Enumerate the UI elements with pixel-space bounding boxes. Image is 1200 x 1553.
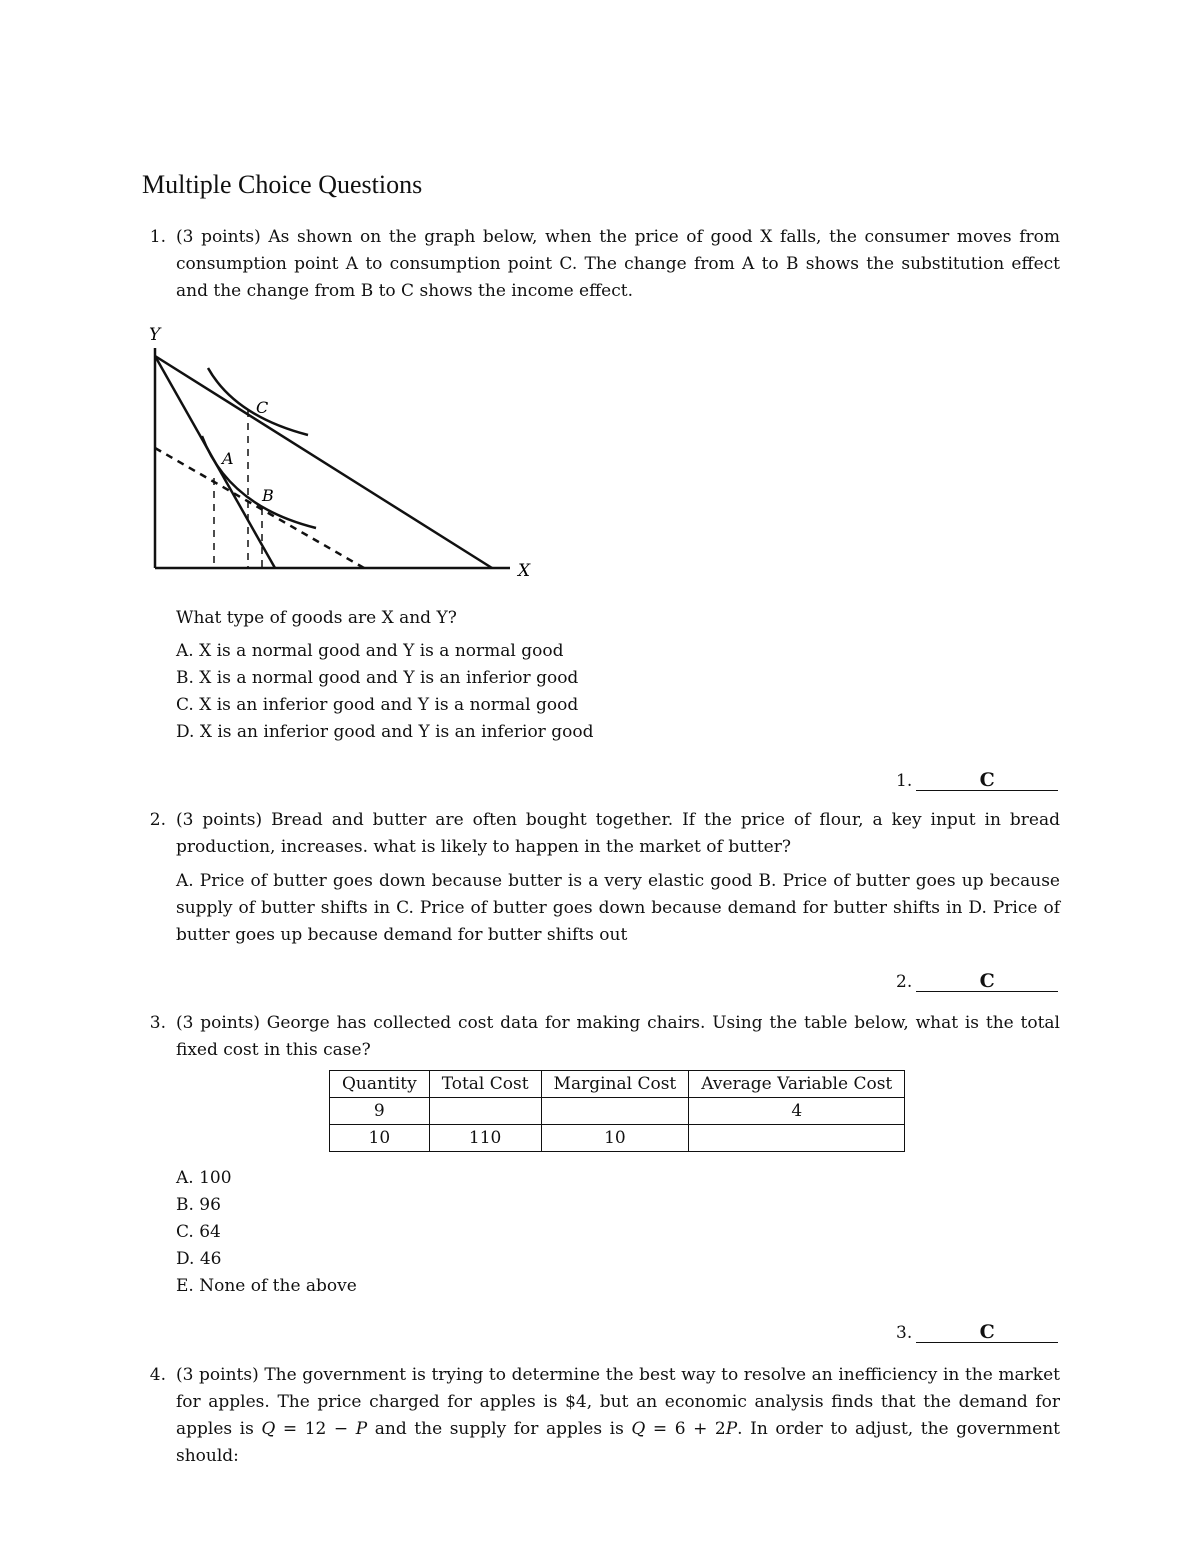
question-number: 3. [149, 1013, 166, 1033]
text-run: and the supply for apples is [367, 1419, 632, 1439]
x-axis-label: X [518, 561, 531, 581]
table-cell: 10 [541, 1125, 689, 1152]
table-header: Quantity [330, 1071, 430, 1098]
question-text: (3 points) George has collected cost data for making chairs. Using the table below, what is the total fixed cost in this case? [176, 1013, 1060, 1060]
question-number: 4. [149, 1365, 166, 1385]
table-cell: 9 [330, 1098, 430, 1125]
table-cell: 110 [429, 1125, 541, 1152]
option-d: D. 46 [176, 1249, 222, 1269]
indifference-curve-graph [140, 318, 550, 588]
cost-table [329, 1070, 905, 1152]
question-number: 1. [149, 227, 166, 247]
option-b: B. 96 [176, 1195, 221, 1215]
point-c-label: C [256, 398, 269, 417]
table-cell [429, 1098, 541, 1125]
text-run: = 6 + 2 [645, 1419, 726, 1439]
point-a-label: A [222, 449, 234, 468]
math-var: Q [261, 1419, 276, 1439]
question-options-inline: A. Price of butter goes down because butter is a very elastic good B. Price of butter goes up because supply of butter shifts in C. Price of butter goes down because demand for butter shifts in D. Price of butter goes up because demand for butter shifts out [176, 871, 1060, 945]
answer-value: C [916, 770, 1058, 791]
budget-line-compensated [155, 448, 364, 568]
answer-line-1 [896, 770, 1058, 791]
point-b-label: B [262, 486, 274, 505]
answer-label: 1. [896, 771, 913, 791]
table-cell: 4 [689, 1098, 905, 1125]
math-var: P [725, 1419, 738, 1439]
option-c: C. 64 [176, 1222, 221, 1242]
option-d: D. X is an inferior good and Y is an inferior good [176, 722, 594, 742]
answer-label: 2. [896, 972, 913, 992]
table-header: Marginal Cost [541, 1071, 689, 1098]
option-a: A. X is a normal good and Y is a normal good [176, 641, 564, 661]
question-text: (3 points) Bread and butter are often bought together. If the price of flour, a key input in bread production, increases. what is likely to happen in the market of butter? [176, 810, 1060, 857]
table-cell [541, 1098, 689, 1125]
table-row [330, 1098, 905, 1125]
table-header: Total Cost [429, 1071, 541, 1098]
option-c: C. X is an inferior good and Y is a normal good [176, 695, 579, 715]
math-var: P [355, 1419, 368, 1439]
answer-line-3 [896, 1322, 1058, 1343]
answer-value: C [916, 971, 1058, 992]
table-cell: 10 [330, 1125, 430, 1152]
text-run: = 12 − [275, 1419, 356, 1439]
question-prompt: What type of goods are X and Y? [176, 608, 457, 628]
option-e: E. None of the above [176, 1276, 357, 1296]
table-header: Average Variable Cost [689, 1071, 905, 1098]
table-row [330, 1125, 905, 1152]
table-cell [689, 1125, 905, 1152]
text-run: (3 points) The government is trying to determine the best way to resolve an inefficiency in the market for apples. The price charged for apples is $4, but an economic analysis finds that the demand for apples is [176, 1365, 1060, 1439]
math-var: Q [631, 1419, 646, 1439]
answer-value: C [916, 1322, 1058, 1343]
text-run: . In order to adjust, the government should: [176, 1419, 1060, 1466]
y-axis-label: Y [149, 325, 161, 345]
option-b: B. X is a normal good and Y is an inferior good [176, 668, 579, 688]
question-number: 2. [149, 810, 166, 830]
question-text: (3 points) As shown on the graph below, when the price of good X falls, the consumer moves from consumption point A to consumption point C. The change from A to B shows the substitution effect and the change from B to C shows the income effect. [176, 227, 1060, 301]
answer-label: 3. [896, 1323, 913, 1343]
table-header-row [330, 1071, 905, 1098]
budget-line-new [155, 356, 492, 568]
answer-line-2 [896, 971, 1058, 992]
indifference-curve-low [202, 436, 316, 528]
question-text [176, 1362, 1060, 1470]
option-a: A. 100 [176, 1168, 232, 1188]
section-title: Multiple Choice Questions [142, 170, 423, 199]
